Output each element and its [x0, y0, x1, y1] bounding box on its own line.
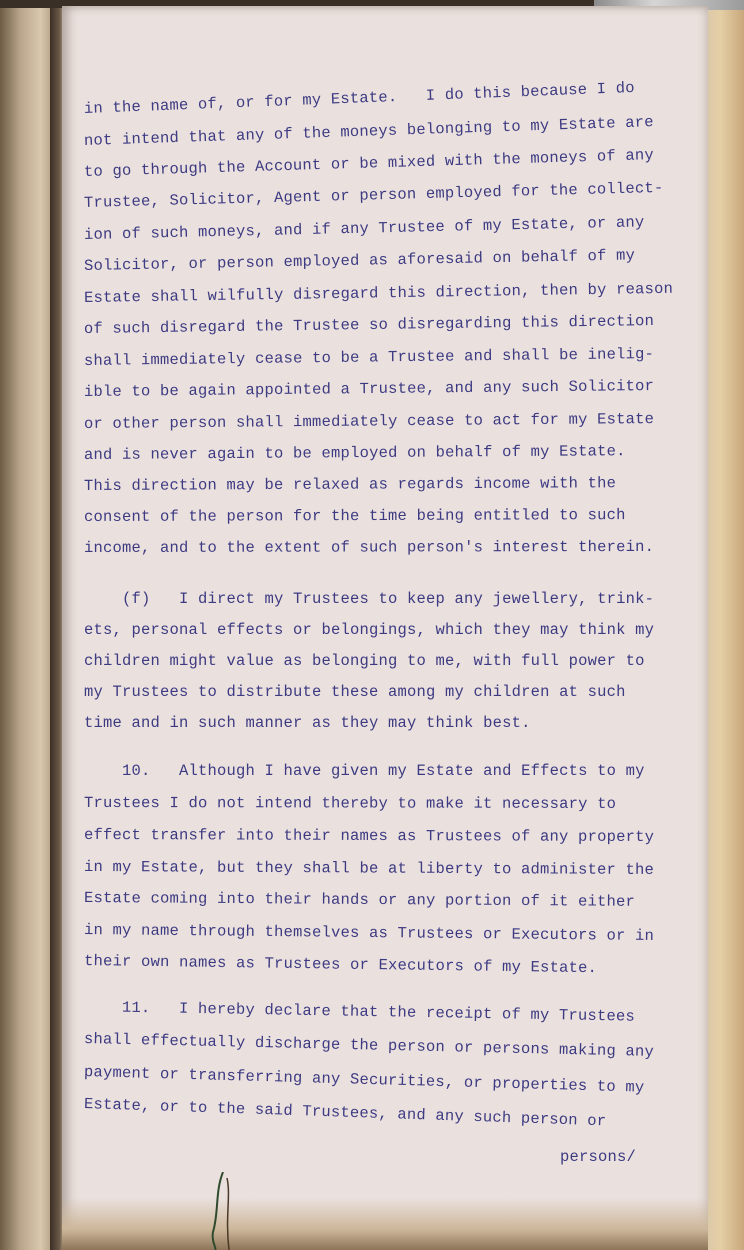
text-line: ible to be again appointed a Trustee, and any such Solicitor — [83, 377, 655, 401]
text-line: Solicitor, or person employed as aforesaid on behalf of my — [83, 246, 636, 275]
text-line: in my name through themselves as Trustees or Executors or in — [83, 921, 655, 945]
right-page-edge — [704, 0, 744, 1250]
text-line: Estate coming into their hands or any portion of it either — [83, 889, 636, 911]
text-line: income, and to the extent of such person's interest therein. — [83, 538, 655, 557]
text-line: their own names as Trustees or Executors of my Estate. — [83, 952, 598, 978]
text-line: This direction may be relaxed as regards income with the — [83, 474, 617, 495]
text-line: Trustee, Solicitor, Agent or person employed for the collect- — [83, 178, 664, 212]
text-line: shall effectually discharge the person or persons making any — [83, 1030, 655, 1061]
text-line: to go through the Account or be mixed with the moneys of any — [83, 146, 655, 181]
text-line: or other person shall immediately cease to act for my Estate — [83, 410, 655, 433]
text-line: not intend that any of the moneys belonging to my Estate are — [83, 113, 655, 150]
text-line: effect transfer into their names as Trustees of any property — [83, 826, 655, 846]
text-line: ion of such moneys, and if any Trustee of my Estate, or any — [83, 213, 645, 244]
text-line: shall immediately cease to be a Trustee and shall be inelig- — [83, 345, 655, 370]
text-line: my Trustees to distribute these among my children at such — [84, 683, 626, 701]
text-line: in my Estate, but they shall be at liberty to administer the — [83, 858, 655, 879]
text-line: ets, personal effects or belongings, which they may think my — [84, 621, 655, 639]
text-line: Trustees I do not intend thereby to make it necessary to — [83, 794, 617, 813]
text-line: Estate shall wilfully disregard this direction, then by reason — [83, 279, 674, 307]
text-line: children might value as belonging to me, with full power to — [84, 652, 645, 670]
page-bottom-edge — [62, 1198, 708, 1250]
binding-thread — [205, 1172, 245, 1250]
text-line: payment or transferring any Securities, or properties to my — [83, 1063, 645, 1097]
catchword: persons/ — [560, 1148, 637, 1166]
text-line: time and in such manner as they may think best. — [84, 714, 531, 732]
text-line: Estate, or to the said Trustees, and any such person or — [83, 1095, 607, 1131]
text-line: in the name of, or for my Estate. I do this because I do — [83, 78, 636, 118]
text-line: (f) I direct my Trustees to keep any jewellery, trink- — [84, 590, 655, 608]
text-line: 11. I hereby declare that the receipt of my Trustees — [83, 998, 636, 1026]
text-line: consent of the person for the time being entitled to such — [83, 506, 626, 526]
text-line: of such disregard the Trustee so disregarding this direction — [83, 312, 655, 338]
text-line: and is never again to be employed on behalf of my Estate. — [83, 442, 626, 464]
text-line: 10. Although I have given my Estate and Effects to my — [84, 762, 645, 780]
